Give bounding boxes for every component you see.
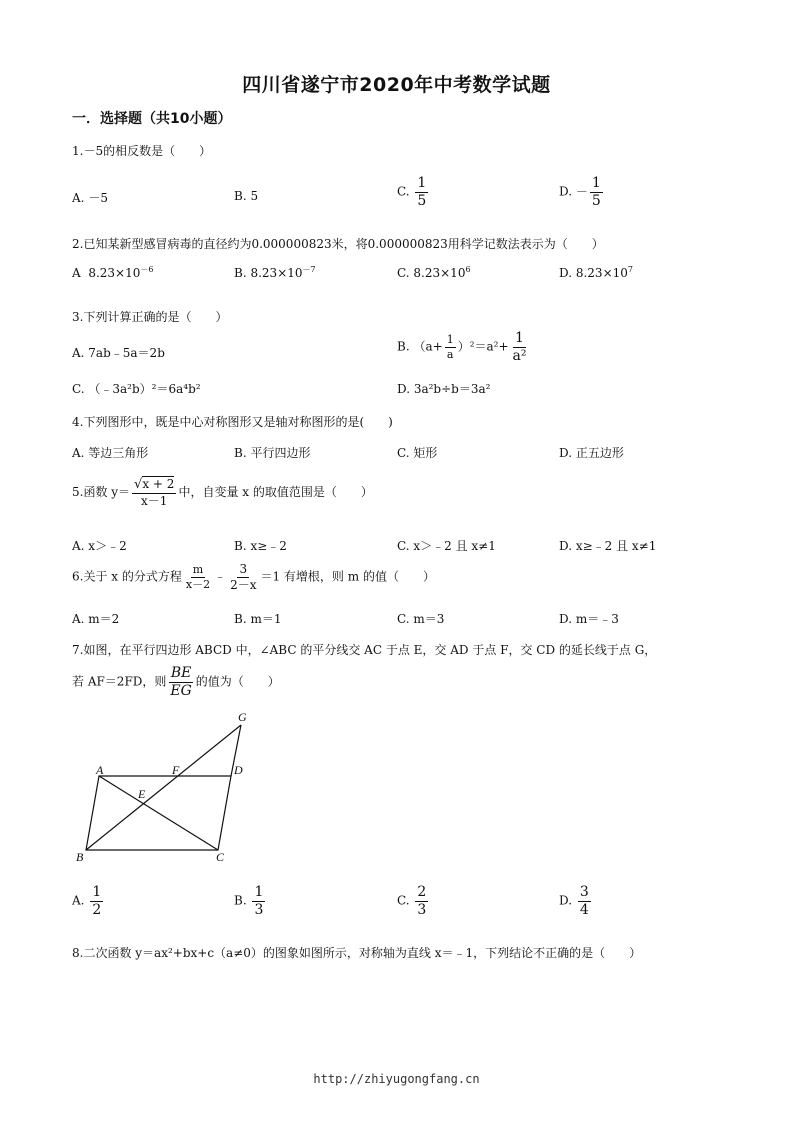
fraction: $\frac{√x + 2}{x-1}$ bbox=[134, 477, 175, 508]
label-d: D bbox=[234, 763, 243, 777]
option-text: 8.23×10 bbox=[575, 266, 628, 280]
q5-option-a[interactable]: A. x＞﹣2 bbox=[72, 539, 127, 553]
fraction: $\frac{1}{\text{a²}}$ bbox=[512, 330, 527, 364]
section-heading: 一．选择题（共10小题） bbox=[72, 111, 232, 127]
exponent: －6 bbox=[140, 265, 154, 274]
q2-option-b[interactable] bbox=[234, 266, 316, 280]
q7-stem-line1: 7.如图，在平行四边形 ABCD 中，∠ABC 的平分线交 AC 于点 E，交 AD 于点 F，交 CD 的延长线于点 G， bbox=[72, 643, 657, 657]
footer-url[interactable]: http://zhiyugongfang.cn bbox=[313, 1072, 480, 1086]
label-f: F bbox=[172, 763, 180, 777]
q6-option-b[interactable]: B. m＝1 bbox=[234, 612, 282, 626]
expr-part: ）²＝a²+ bbox=[457, 339, 509, 354]
stem-part: ＝1 有增根，则 m 的值（ ） bbox=[260, 569, 435, 584]
stem-part: 5.函数 y＝ bbox=[72, 485, 131, 500]
q3-option-d[interactable]: D. 3a²b÷b＝3a² bbox=[397, 382, 491, 396]
q6-option-c[interactable]: C. m＝3 bbox=[397, 612, 445, 626]
minus-sign: ﹣ bbox=[214, 569, 227, 584]
q5-stem bbox=[72, 478, 373, 507]
q4-option-c[interactable]: C. 矩形 bbox=[397, 446, 438, 460]
option-label: C. bbox=[397, 184, 410, 199]
q7-option-c[interactable] bbox=[397, 885, 430, 917]
exponent: 6 bbox=[465, 265, 471, 274]
fraction: $\frac{1}{5}$ bbox=[417, 175, 427, 209]
page-title: 四川省遂宁市2020年中考数学试题 bbox=[242, 74, 551, 96]
q6-stem bbox=[72, 563, 435, 591]
q1-option-c[interactable] bbox=[397, 176, 430, 208]
q8-stem: 8.二次函数 y＝ax²+bx+c（a≠0）的图象如图所示，对称轴为直线 x＝﹣1，下列结论不正确的是（ ） bbox=[72, 946, 642, 960]
fraction: $\frac{m}{x-2}$ bbox=[185, 563, 211, 591]
label-e: E bbox=[138, 787, 146, 801]
q7-option-a[interactable] bbox=[72, 885, 105, 917]
fraction: $\frac{BE}{EG}$ bbox=[170, 665, 192, 699]
q5-option-d[interactable]: D. x≥﹣2 且 x≠1 bbox=[559, 539, 657, 553]
option-label: B. bbox=[397, 339, 410, 354]
option-label: D. bbox=[559, 266, 573, 280]
fraction: $\frac{3}{2-x}$ bbox=[230, 562, 257, 592]
option-text: 8.23×10 bbox=[250, 266, 303, 280]
option-label: C. bbox=[397, 266, 410, 280]
label-c: C bbox=[216, 850, 225, 864]
label-g: G bbox=[238, 710, 247, 724]
q4-option-b[interactable]: B. 平行四边形 bbox=[234, 446, 311, 460]
option-label: A bbox=[72, 266, 81, 280]
stem-part: 中，自变量 x 的取值范围是（ ） bbox=[178, 485, 373, 500]
option-text: 5 bbox=[250, 189, 259, 203]
q2-option-d[interactable] bbox=[559, 266, 633, 280]
q2-option-c[interactable] bbox=[397, 266, 471, 280]
q7-option-b[interactable] bbox=[234, 885, 267, 917]
q1-option-b[interactable] bbox=[234, 189, 258, 203]
option-label: C. bbox=[397, 893, 410, 908]
q4-option-a[interactable]: A. 等边三角形 bbox=[72, 446, 149, 460]
q5-option-b[interactable]: B. x≥﹣2 bbox=[234, 539, 287, 553]
exponent: －7 bbox=[302, 265, 316, 274]
label-b: B bbox=[76, 850, 84, 864]
option-label: A. bbox=[72, 893, 85, 908]
option-text: 8.23×10 bbox=[413, 266, 466, 280]
q3-option-a[interactable]: A. 7ab﹣5a＝2b bbox=[72, 346, 165, 360]
stem-part: 的值为（ ） bbox=[195, 674, 280, 689]
minus-sign: － bbox=[575, 184, 588, 199]
q2-option-a[interactable] bbox=[72, 266, 153, 280]
option-label: B. bbox=[234, 893, 247, 908]
q7-option-d[interactable] bbox=[559, 885, 593, 917]
option-label: B. bbox=[234, 189, 247, 203]
q1-option-d[interactable] bbox=[559, 176, 605, 208]
label-a: A bbox=[96, 763, 104, 777]
q2-stem: 2.已知某新型感冒病毒的直径约为0.000000823米，将0.000000823用科学记数法表示为（ ） bbox=[72, 237, 604, 251]
parallelogram-figure bbox=[70, 708, 270, 868]
q3-option-c[interactable]: C. （﹣3a²b）²＝6a⁴b² bbox=[72, 382, 201, 396]
q5-option-c[interactable]: C. x＞﹣2 且 x≠1 bbox=[397, 539, 496, 553]
option-label: D. bbox=[559, 893, 573, 908]
fraction: $\frac{1}{2}$ bbox=[92, 884, 102, 918]
exponent: 7 bbox=[627, 265, 633, 274]
option-label: D. bbox=[559, 184, 573, 199]
expr-part: （a+ bbox=[413, 339, 443, 354]
q6-option-d[interactable]: D. m＝﹣3 bbox=[559, 612, 619, 626]
bisector-bg bbox=[86, 725, 241, 850]
q4-option-d[interactable]: D. 正五边形 bbox=[559, 446, 624, 460]
q7-stem-line2 bbox=[72, 666, 280, 698]
q1-option-a[interactable] bbox=[72, 189, 108, 206]
q3-option-b[interactable] bbox=[397, 331, 531, 363]
q4-stem: 4.下列图形中，既是中心对称图形又是轴对称图形的是( ) bbox=[72, 415, 393, 429]
fraction: $\frac{1}{3}$ bbox=[254, 884, 264, 918]
option-text: 8.23×10 bbox=[88, 266, 141, 280]
fraction: $\frac{3}{4}$ bbox=[579, 884, 589, 918]
fraction: $\frac{1}{5}$ bbox=[591, 175, 601, 209]
option-label: B. bbox=[234, 266, 247, 280]
stem-part: 若 AF＝2FD，则 bbox=[72, 674, 167, 689]
q1-stem: 1.－5的相反数是（ ） bbox=[72, 144, 212, 158]
fraction: $\frac{1}{a}$ bbox=[446, 333, 454, 361]
stem-part: 6.关于 x 的分式方程 bbox=[72, 569, 182, 584]
fraction: $\frac{2}{3}$ bbox=[417, 884, 427, 918]
option-text: －5 bbox=[88, 191, 108, 205]
diagonal-ac bbox=[99, 776, 218, 850]
option-label: A. bbox=[72, 191, 85, 205]
q3-stem: 3.下列计算正确的是（ ） bbox=[72, 310, 228, 324]
q6-option-a[interactable]: A. m＝2 bbox=[72, 612, 120, 626]
